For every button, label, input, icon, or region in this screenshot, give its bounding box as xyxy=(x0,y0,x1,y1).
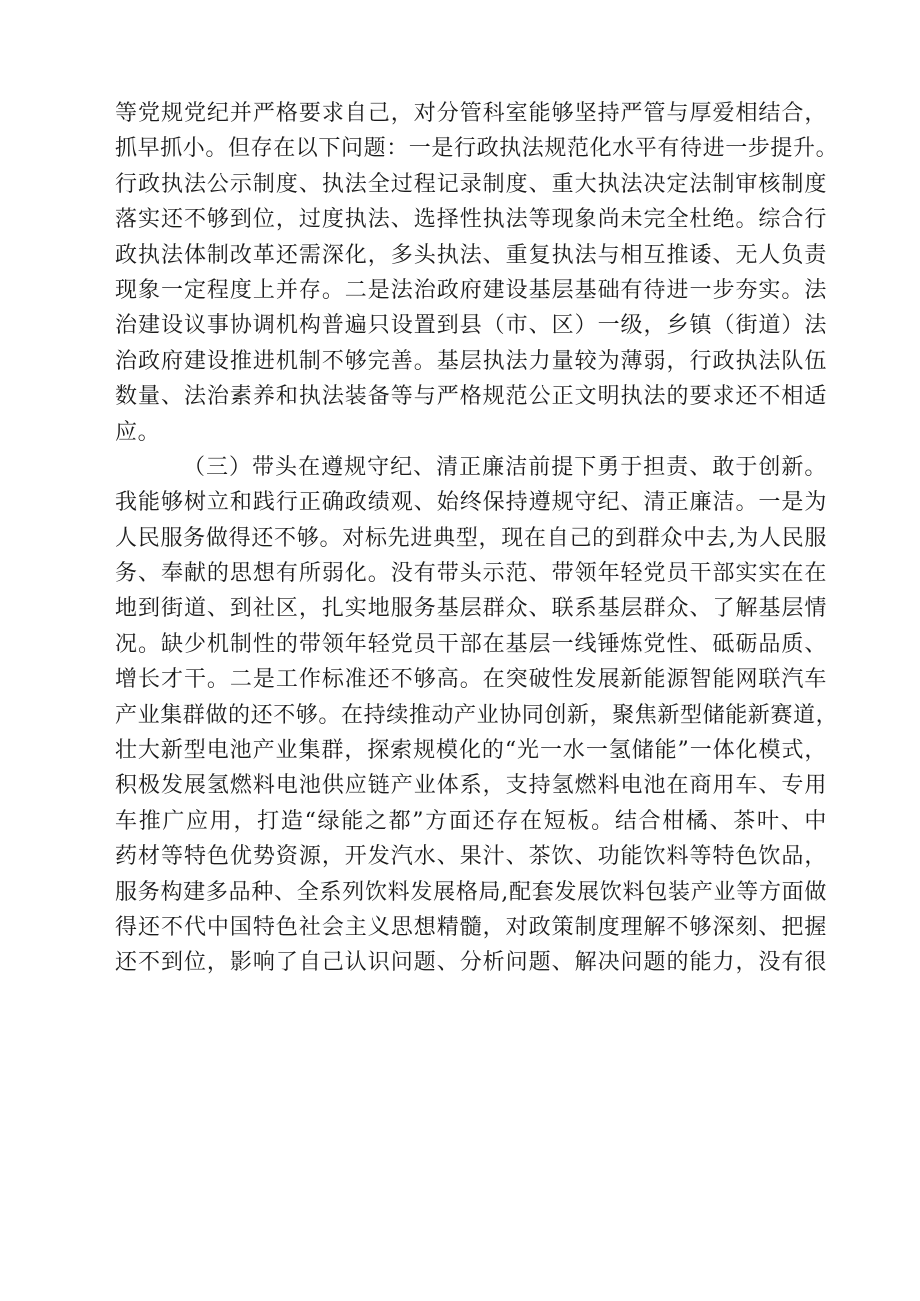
text-line: 治政府建设推进机制不够完善。基层执法力量较为薄弱，行政执法队伍 xyxy=(115,348,827,374)
text-line: 积极发展氢燃料电池供应链产业体系，支持氢燃料电池在商用车、专用 xyxy=(115,773,827,799)
text-line: 得还不代中国特色社会主义思想精髓，对政策制度理解不够深刻、把握 xyxy=(115,914,827,940)
text-line: 还不到位，影响了自己认识问题、分析问题、解决问题的能力，没有很 xyxy=(115,950,827,976)
text-line: 服务构建多品种、全系列饮料发展格局,配套发展饮料包装产业等方面做 xyxy=(115,879,827,905)
text-line: 落实还不够到位，过度执法、选择性执法等现象尚未完全杜绝。综合行 xyxy=(115,207,827,233)
text-line: 政执法体制改革还需深化，多头执法、重复执法与相互推诿、无人负责 xyxy=(115,242,827,268)
text-line: 地到街道、到社区，扎实地服务基层群众、联系基层群众、了解基层情 xyxy=(115,596,827,622)
text-line: 药材等特色优势资源，开发汽水、果汁、茶饮、功能饮料等特色饮品， xyxy=(115,844,827,870)
text-line: 壮大新型电池产业集群，探索规模化的“光一水一氢储能”一体化模式， xyxy=(115,738,827,764)
text-line: 治建设议事协调机构普遍只设置到县（市、区）一级，乡镇（街道）法 xyxy=(115,313,827,339)
text-line: 行政执法公示制度、执法全过程记录制度、重大执法决定法制审核制度 xyxy=(115,171,827,197)
text-line: 现象一定程度上并存。二是法治政府建设基层基础有待进一步夯实。法 xyxy=(115,277,827,303)
text-line: 况。缺少机制性的带领年轻党员干部在基层一线锤炼党性、砥砺品质、 xyxy=(115,631,827,657)
text-line: 等党规党纪并严格要求自己，对分管科室能够坚持严管与厚爱相结合， xyxy=(115,101,827,126)
section-heading-line: （三）带头在遵规守纪、清正廉洁前提下勇于担责、敢于创新。 xyxy=(183,454,827,480)
text-line: 数量、法治素养和执法装备等与严格规范公正文明执法的要求还不相适 xyxy=(115,384,827,410)
text-line: 务、奉献的思想有所弱化。没有带头示范、带领年轻党员干部实实在在 xyxy=(115,561,827,587)
text-line: 我能够树立和践行正确政绩观、始终保持遵规守纪、清正廉洁。一是为 xyxy=(115,490,827,516)
text-line: 车推广应用，打造“绿能之都”方面还存在短板。结合柑橘、茶叶、中 xyxy=(115,808,827,834)
document-body xyxy=(115,96,839,981)
text-line: 抓早抓小。但存在以下问题：一是行政执法规范化水平有待进一步提升。 xyxy=(115,136,839,162)
text-line: 人民服务做得还不够。对标先进典型，现在自己的到群众中去,为人民服 xyxy=(115,525,827,551)
text-line: 应。 xyxy=(115,419,161,445)
text-line: 增长才干。二是工作标准还不够高。在突破性发展新能源智能网联汽车 xyxy=(115,667,827,693)
text-line: 产业集群做的还不够。在持续推动产业协同创新，聚焦新型储能新赛道， xyxy=(115,702,839,728)
